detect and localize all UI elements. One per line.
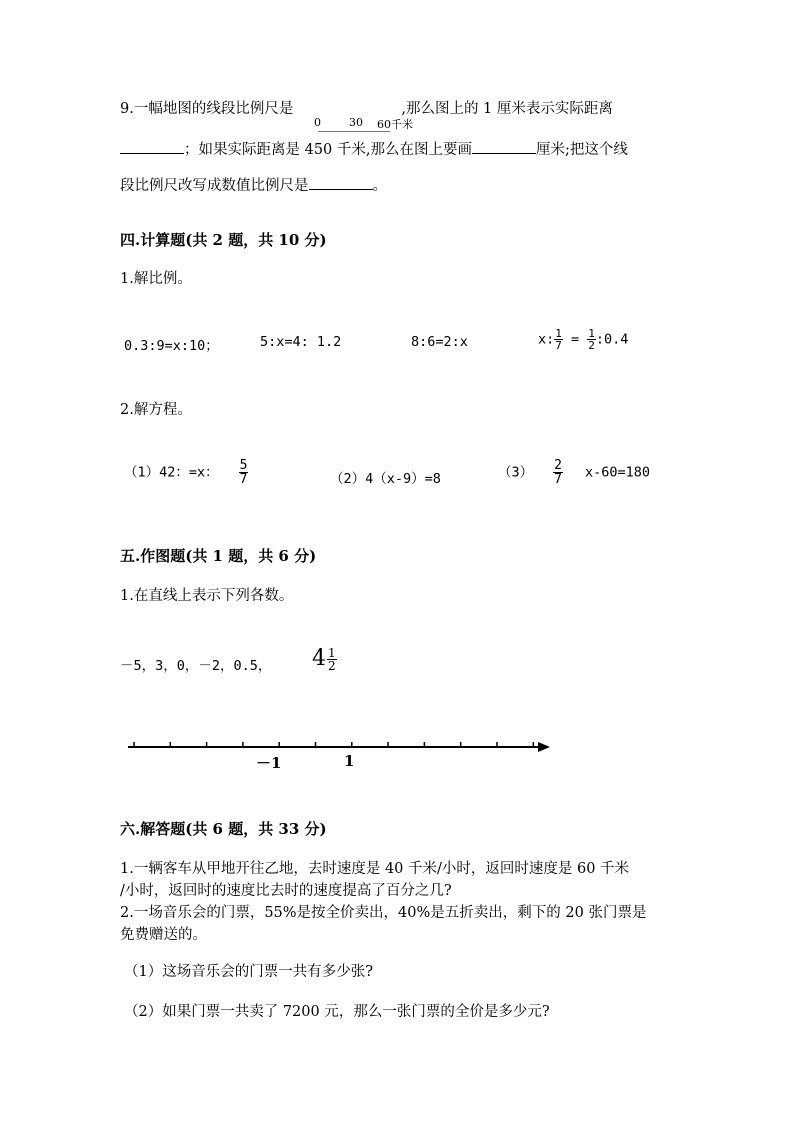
q9-text-d: 厘米;把这个线 bbox=[536, 142, 628, 158]
axis-label-1: 1 bbox=[344, 752, 355, 770]
axis-label-neg1: －1 bbox=[256, 754, 282, 772]
s5-q1-title: 1.在直线上表示下列各数。 bbox=[120, 588, 294, 604]
scale-label-30: 30 bbox=[349, 116, 363, 129]
section6-heading: 六.解答题(共 6 题，共 33 分) bbox=[120, 820, 327, 838]
eq3-prefix: （3） bbox=[498, 464, 534, 481]
s6-q2-sub1: （1）这场音乐会的门票一共有多少张? bbox=[124, 964, 373, 980]
q9-line1 bbox=[120, 97, 613, 118]
fraction-num: 2 bbox=[554, 458, 562, 473]
q9-text-e: 段比例尺改写成数值比例尺是 bbox=[120, 178, 309, 194]
s5-mixed-number bbox=[312, 646, 337, 672]
fraction-den: 2 bbox=[328, 658, 336, 673]
fraction-num: 1 bbox=[555, 327, 562, 340]
s4-q2-item1 bbox=[124, 459, 248, 486]
fraction bbox=[554, 328, 563, 351]
s6-q1-line1: 1.一辆客车从甲地开往乙地，去时速度是 40 千米/小时，返回时速度是 60 千米 bbox=[120, 861, 630, 877]
s5-numbers: －5，3，0，－2，0.5， bbox=[120, 658, 272, 674]
fraction bbox=[327, 647, 337, 672]
q9-text-c: ；如果实际距离是 450 千米,那么在图上要画 bbox=[184, 142, 473, 158]
fraction bbox=[587, 328, 596, 351]
fraction-den: 7 bbox=[239, 472, 248, 487]
s6-q2-line2: 免费赠送的。 bbox=[120, 927, 207, 943]
q9-blank-3 bbox=[309, 175, 373, 190]
item4-eq: = bbox=[562, 331, 588, 348]
s4-q1-item4 bbox=[538, 328, 628, 351]
fraction-num: 5 bbox=[239, 458, 248, 473]
s4-q2-item2: （2）4（x-9）=8 bbox=[330, 471, 441, 487]
mixed-whole: 4 bbox=[312, 646, 326, 671]
fraction bbox=[239, 459, 249, 486]
q9-blank-1 bbox=[120, 139, 184, 154]
s4-q1-item1: 0.3:9=x:10； bbox=[124, 338, 219, 354]
item4-prefix: x: bbox=[538, 331, 555, 348]
number-line bbox=[120, 735, 560, 759]
s4-q2-item3 bbox=[498, 459, 650, 486]
scale-line bbox=[318, 131, 390, 132]
eq1-prefix: （1）42：=x： bbox=[124, 464, 219, 481]
fraction bbox=[553, 459, 563, 486]
fraction-num: 1 bbox=[588, 327, 595, 340]
q9-text-b: ,那么图上的 1 厘米表示实际距离 bbox=[401, 101, 613, 117]
fraction-den: 7 bbox=[554, 472, 562, 487]
scale-label-0: 0 bbox=[314, 116, 321, 129]
s4-q1-item3: 8:6=2:x bbox=[411, 334, 468, 350]
section4-heading: 四.计算题(共 2 题，共 10 分) bbox=[120, 231, 327, 249]
s4-q1-item2: 5:x=4: 1.2 bbox=[260, 334, 342, 350]
s4-q2-title: 2.解方程。 bbox=[120, 402, 192, 418]
q9-text-f: 。 bbox=[372, 178, 387, 194]
eq3-suffix: x-60=180 bbox=[584, 464, 650, 481]
s4-q1-title: 1.解比例。 bbox=[120, 271, 192, 287]
fraction-num: 1 bbox=[328, 645, 336, 660]
scale-bar bbox=[314, 116, 424, 136]
section5-heading: 五.作图题(共 1 题，共 6 分) bbox=[120, 547, 317, 565]
q9-blank-2 bbox=[472, 139, 536, 154]
s6-q2-sub2: （2）如果门票一共卖了 7200 元，那么一张门票的全价是多少元? bbox=[124, 1004, 550, 1020]
q9-text-a: 9.一幅地图的线段比例尺是 bbox=[120, 101, 294, 117]
fraction-den: 7 bbox=[555, 339, 562, 352]
fraction-den: 2 bbox=[588, 339, 595, 352]
q9-line2 bbox=[120, 138, 628, 159]
q9-line3 bbox=[120, 174, 387, 195]
item4-suffix: :0.4 bbox=[595, 331, 629, 348]
scale-label-60: 60千米 bbox=[377, 118, 413, 131]
s6-q2-line1: 2.一场音乐会的门票，55%是按全价卖出，40%是五折卖出，剩下的 20 张门票是 bbox=[120, 905, 647, 921]
s6-q1-line2: /小时，返回时的速度比去时的速度提高了百分之几? bbox=[120, 883, 452, 899]
number-line-arrow bbox=[538, 742, 550, 752]
